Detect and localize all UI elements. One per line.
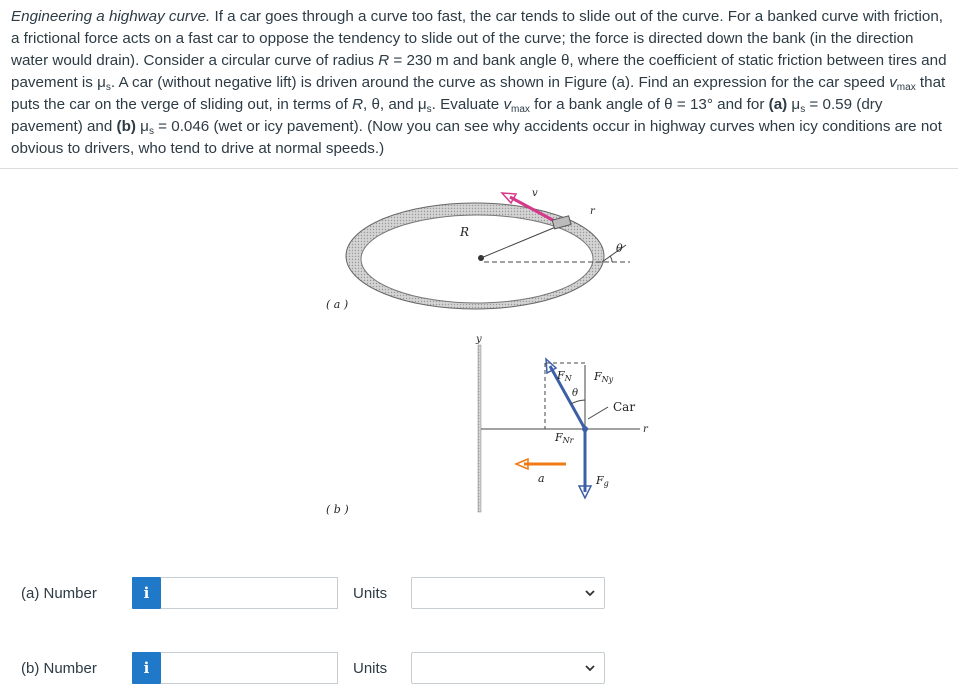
problem-var: v: [889, 74, 897, 91]
units-select-b[interactable]: [411, 652, 605, 684]
problem-sub: max: [511, 104, 530, 115]
number-input-b[interactable]: [161, 652, 338, 684]
answer-row-a: [0, 577, 958, 611]
number-input-a[interactable]: [161, 577, 338, 609]
info-button-b[interactable]: i: [132, 652, 161, 684]
theta-arc-b: [571, 400, 585, 404]
answer-label-a: (a) Number: [21, 585, 97, 602]
problem-text: . Evaluate: [431, 96, 504, 113]
units-label-b: Units: [353, 660, 388, 677]
problem-sub: s: [800, 104, 806, 115]
label-FNy: FNy: [594, 370, 614, 384]
problem-sub: s: [105, 82, 111, 93]
label-theta-a: θ: [616, 242, 623, 255]
info-button-a[interactable]: i: [132, 577, 161, 609]
part-b-marker: (b): [116, 118, 136, 135]
label-v-a: v: [532, 188, 538, 199]
label-R: R: [460, 225, 470, 239]
problem-title: Engineering a highway curve.: [11, 8, 211, 25]
answer-label-b: (b) Number: [21, 660, 97, 677]
car-point: [582, 426, 588, 432]
problem-text: for a bank angle of θ = 13° and for: [529, 96, 769, 113]
label-Fg: Fg: [596, 474, 609, 488]
problem-text: μ: [135, 118, 149, 135]
chevron-down-icon: [584, 662, 596, 674]
problem-text: . A car (without negative lift) is driven around the curve as shown in Figure (a). Find an expression for the car speed: [110, 74, 890, 91]
label-theta-b: θ: [572, 388, 579, 399]
part-a-marker: (a): [768, 96, 788, 113]
problem-sub: s: [426, 104, 432, 115]
figure-b: [326, 334, 649, 516]
problem-text: = 230 m and bank angle θ, where the coefficient of static friction between tires and pavement is μ: [11, 52, 947, 91]
figure: [300, 175, 700, 520]
problem-text: = 0.59 (dry pavement) and: [11, 96, 883, 135]
label-y: y: [476, 334, 482, 345]
label-r-b: r: [643, 424, 648, 435]
label-FN: FN: [557, 369, 572, 383]
units-select-a[interactable]: [411, 577, 605, 609]
divider: [0, 168, 958, 169]
theta-arc-a: [610, 256, 612, 262]
chevron-down-icon: [584, 587, 596, 599]
label-fig-b: ( b ): [326, 503, 349, 516]
velocity-arrowhead: [502, 193, 516, 203]
label-FNr: FNr: [555, 431, 574, 445]
axis-pole: [478, 345, 481, 512]
problem-var: v: [503, 96, 512, 113]
problem-text: If a car goes through a curve too fast, the car tends to slide out of the curve. For a banked curve with friction, a frictional force acts on a fast car to oppose the tendency to slide out of the curve; the force is directed down the bank (in the direction water would drain). Consider a circular curve of radius: [11, 8, 944, 69]
problem-text: that puts the car on the verge of sliding out, in terms of: [11, 74, 946, 113]
problem-sub: s: [148, 126, 154, 137]
units-label-a: Units: [353, 585, 388, 602]
problem-statement: [11, 6, 951, 160]
problem-var: R: [378, 52, 390, 69]
label-a: a: [538, 472, 545, 485]
problem-var: R: [352, 96, 364, 113]
problem-sub: max: [896, 82, 916, 93]
figure-a: [326, 188, 630, 311]
answer-row-b: [0, 652, 958, 686]
problem-text: , θ, and μ: [363, 96, 427, 113]
label-car: Car: [613, 400, 636, 414]
label-r-a: r: [590, 206, 595, 217]
car-pointer: [588, 407, 608, 419]
label-fig-a: ( a ): [326, 298, 349, 311]
problem-text: μ: [787, 96, 801, 113]
problem-text: = 0.046 (wet or icy pavement). (Now you can see why accidents occur in highway curves when icy conditions are not obvious to drivers, who tend to drive at normal speeds.): [11, 118, 942, 157]
